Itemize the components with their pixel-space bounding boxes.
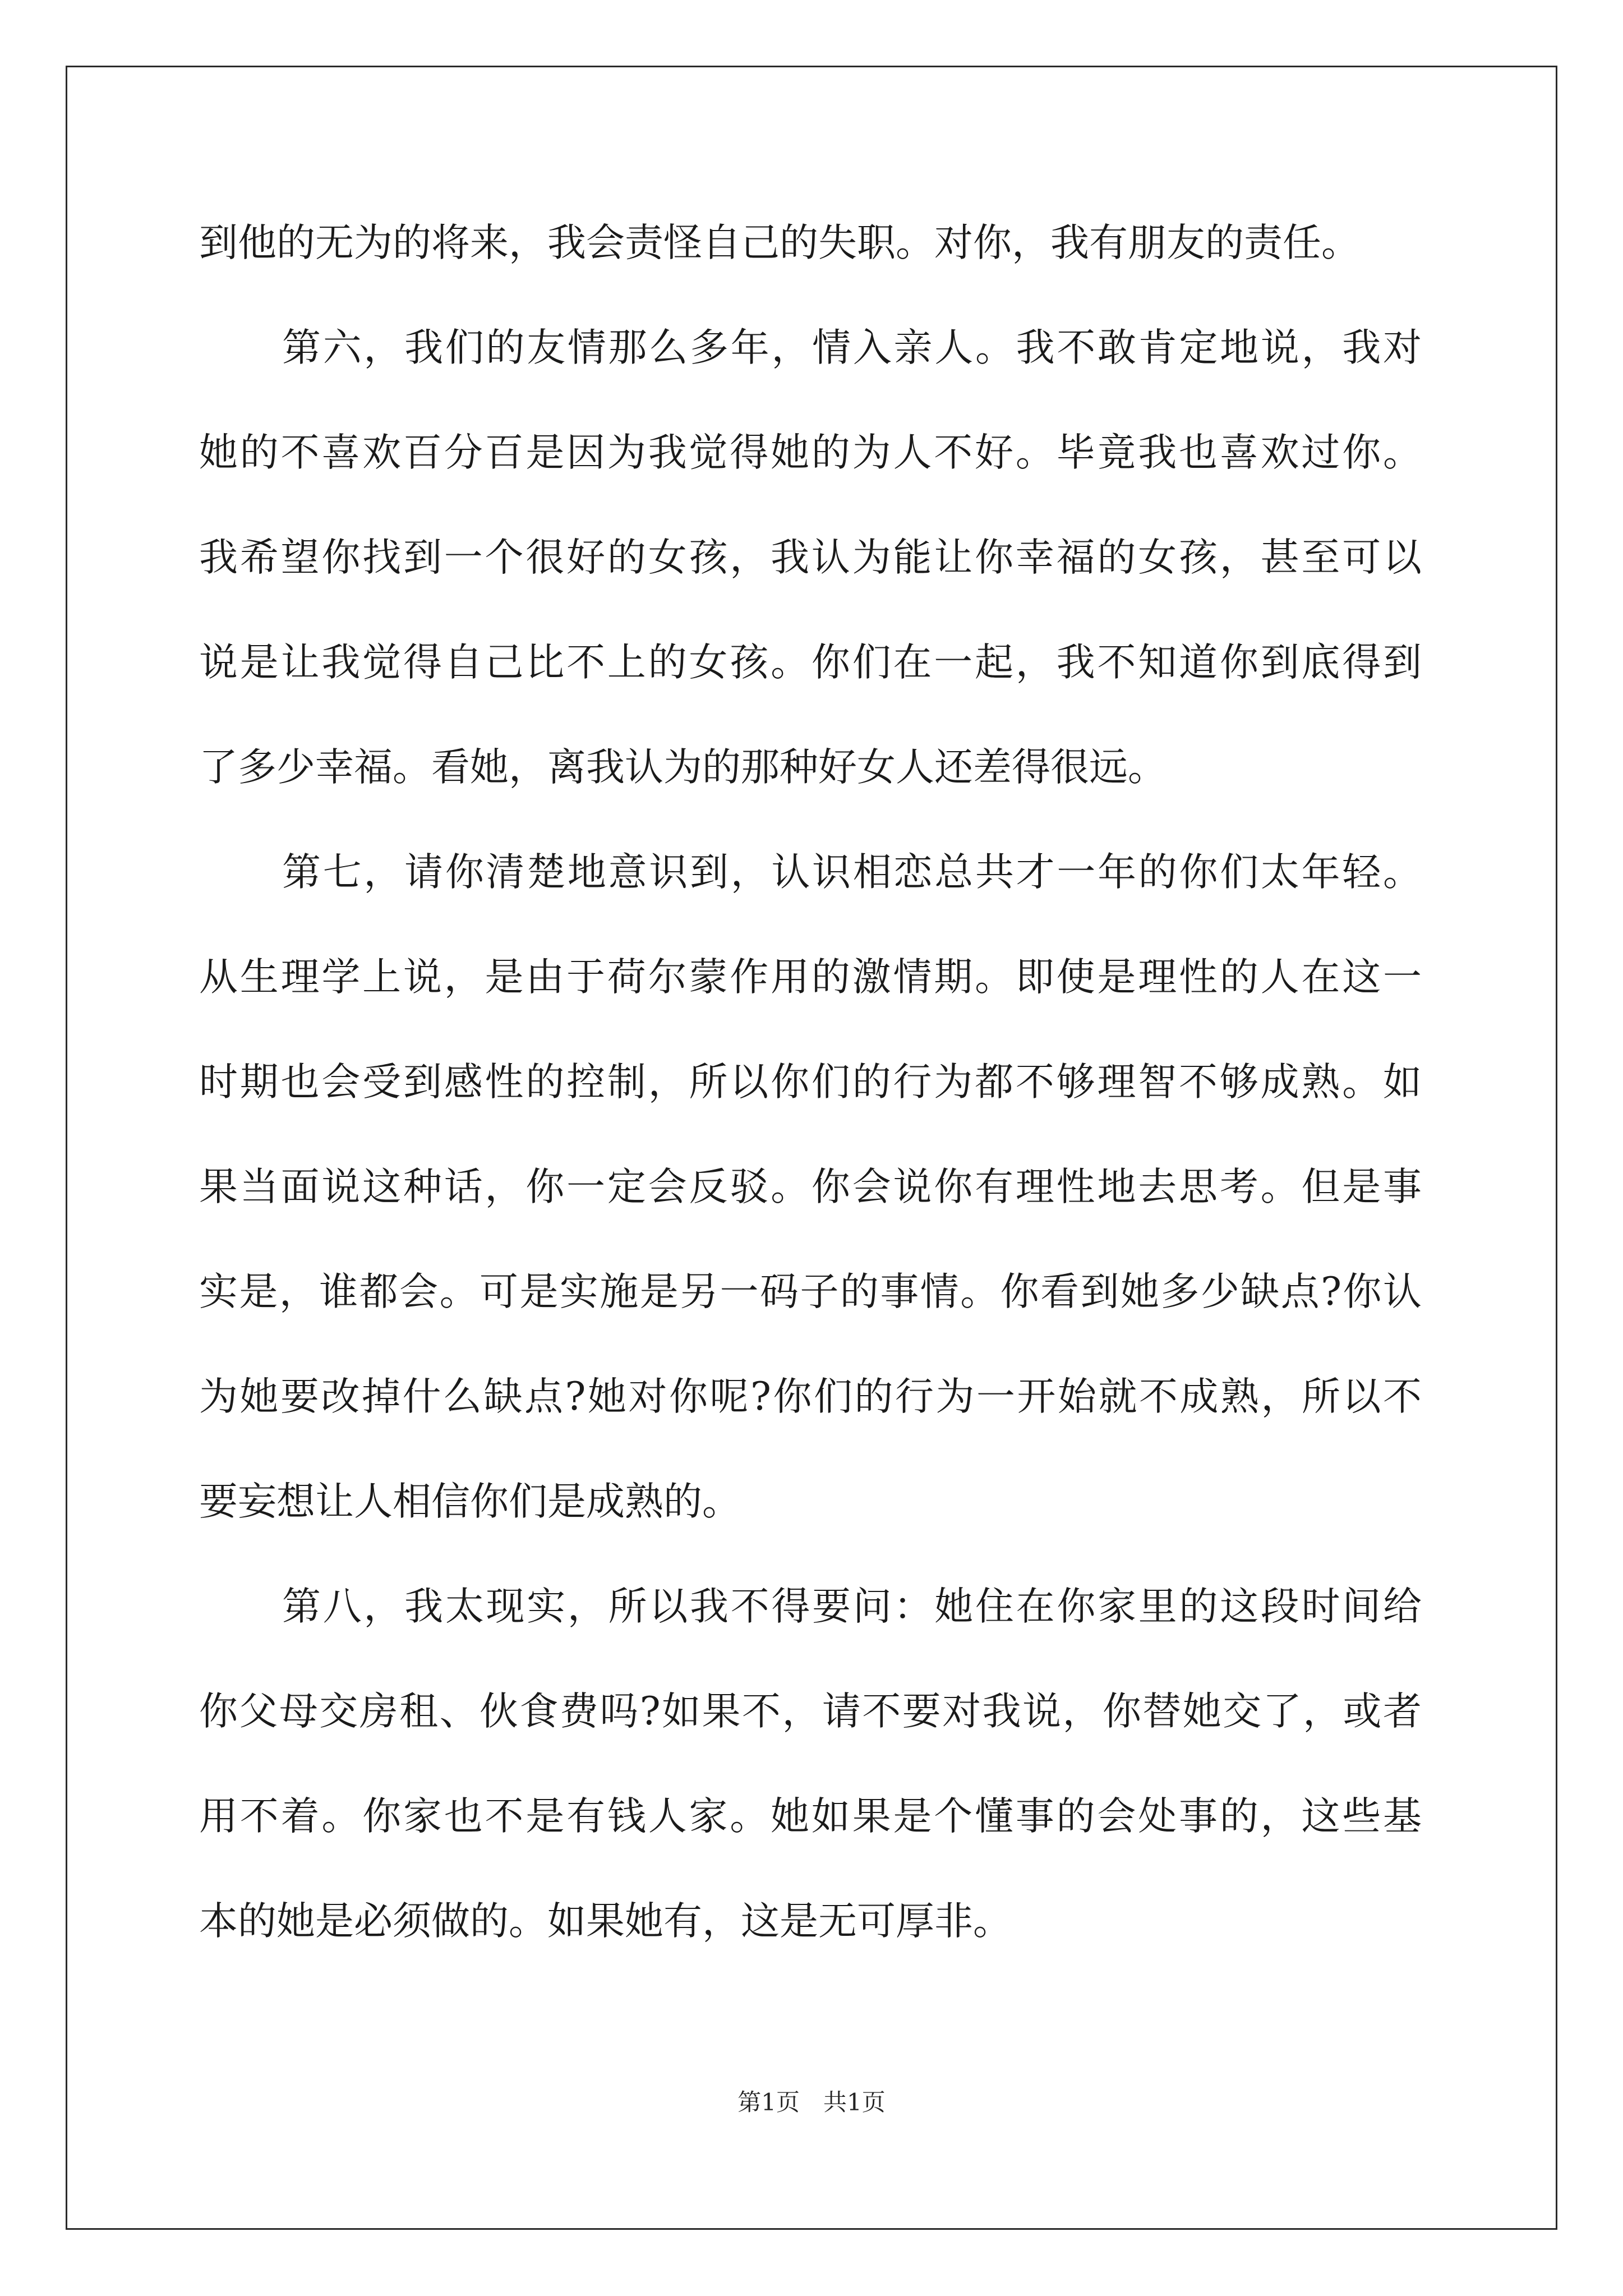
page-number: 第1页 共1页 — [737, 2088, 886, 2116]
text-line: 从生理学上说，是由于荷尔蒙作用的激情期。即使是理性的人在这一 — [199, 955, 1422, 1000]
text-line: 要妄想让人相信你们是成熟的。 — [199, 1479, 741, 1524]
text-line: 实是，谁都会。可是实施是另一码子的事情。你看到她多少缺点?你认 — [199, 1269, 1422, 1314]
text-line: 第六，我们的友情那么多年，情入亲人。我不敢肯定地说，我对 — [282, 325, 1422, 370]
text-line: 为她要改掉什么缺点?她对你呢?你们的行为一开始就不成熟，所以不 — [199, 1374, 1422, 1419]
text-line: 时期也会受到感性的控制，所以你们的行为都不够理智不够成熟。如 — [199, 1060, 1422, 1105]
text-line: 本的她是必须做的。如果她有，这是无可厚非。 — [199, 1899, 1012, 1944]
text-line: 到他的无为的将来，我会责怪自己的失职。对你，我有朋友的责任。 — [199, 220, 1360, 265]
text-line: 她的不喜欢百分百是因为我觉得她的为人不好。毕竟我也喜欢过你。 — [199, 430, 1422, 475]
text-line: 你父母交房租、伙食费吗?如果不，请不要对我说，你替她交了，或者 — [199, 1689, 1422, 1734]
text-line: 第七，请你清楚地意识到，认识相恋总共才一年的你们太年轻。 — [282, 850, 1422, 895]
text-line: 果当面说这种话，你一定会反驳。你会说你有理性地去思考。但是事 — [199, 1165, 1422, 1209]
text-line: 用不着。你家也不是有钱人家。她如果是个懂事的会处事的，这些基 — [199, 1794, 1422, 1839]
text-line: 说是让我觉得自己比不上的女孩。你们在一起，我不知道你到底得到 — [199, 640, 1422, 685]
text-line: 了多少幸福。看她，离我认为的那种好女人还差得很远。 — [199, 745, 1166, 790]
text-line: 我希望你找到一个很好的女孩，我认为能让你幸福的女孩，甚至可以 — [199, 535, 1422, 580]
text-line: 第八，我太现实，所以我不得要问：她住在你家里的这段时间给 — [282, 1584, 1422, 1629]
document-body — [199, 191, 1422, 1974]
